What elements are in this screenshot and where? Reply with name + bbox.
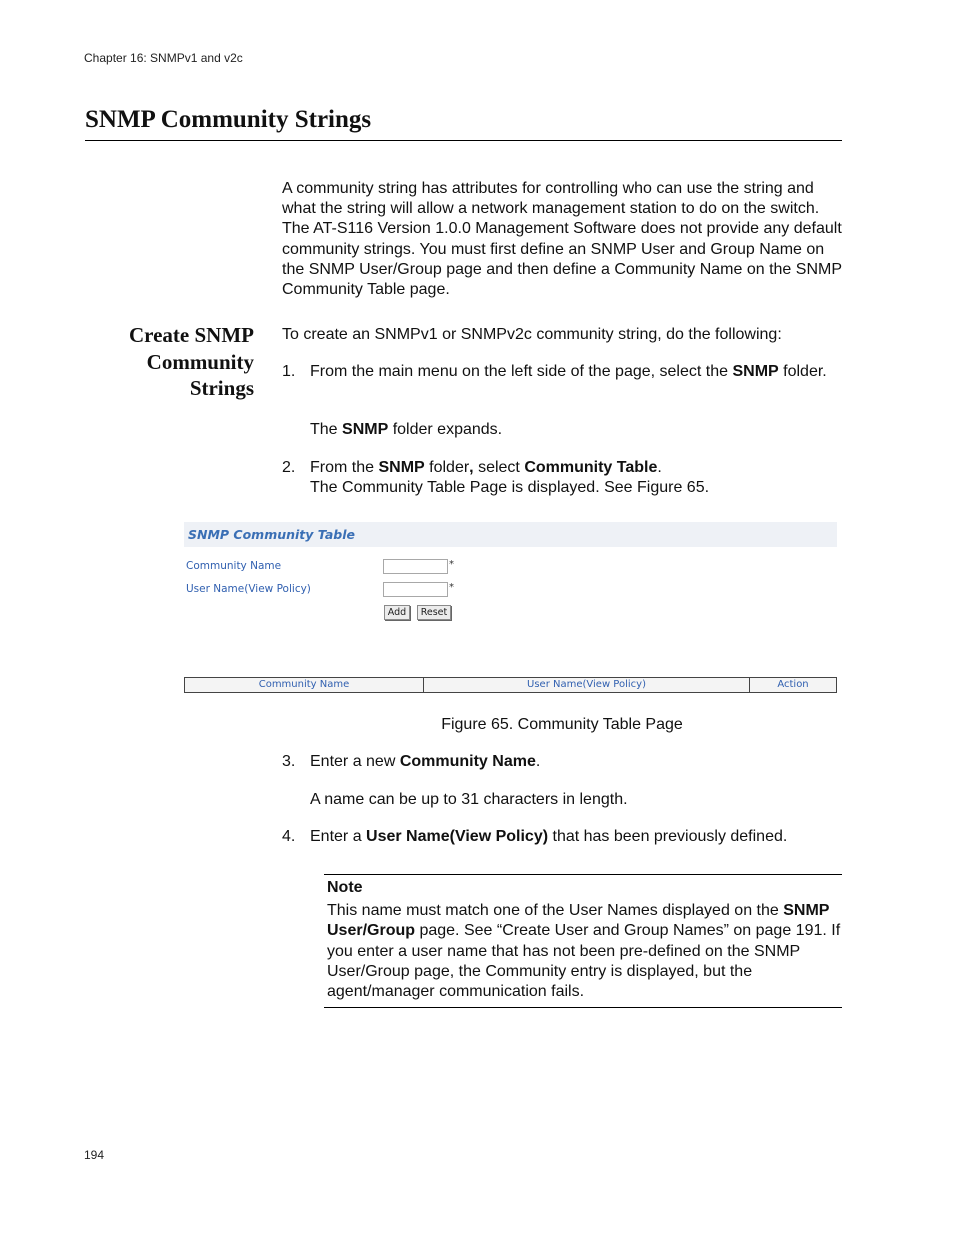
step-3 xyxy=(282,752,842,772)
step-bold: Community Table xyxy=(524,459,658,476)
lead-paragraph: To create an SNMPv1 or SNMPv2c community string, do the following: xyxy=(282,326,782,343)
step-bold: SNMP xyxy=(342,421,389,438)
required-mark: * xyxy=(449,559,454,570)
step-4 xyxy=(282,827,842,847)
community-name-label: Community Name xyxy=(186,560,282,572)
step-text: From the main menu on the left side of the page, select the xyxy=(310,363,733,380)
intro-paragraph: A community string has attributes for controlling who can use the string and what the string will allow a network management station to do on the switch. The AT-S116 Version 1.0.0 Management Software does not provide any default community strings. You must first define an SNMP User and Group Name on the SNMP User/Group page and then define a Community Name on the SNMP Community Table page. xyxy=(282,180,842,299)
step-2 xyxy=(282,458,842,498)
page-number: 194 xyxy=(84,1148,105,1162)
note-text-part: This name must match one of the User Names displayed on the xyxy=(327,902,784,920)
note-box xyxy=(324,874,842,1008)
note-text xyxy=(327,901,841,1002)
user-name-label: User Name(View Policy) xyxy=(186,583,311,595)
subsection-title-line: Strings xyxy=(189,376,254,400)
column-header-community-name[interactable]: Community Name xyxy=(185,678,424,692)
column-header-user-name[interactable]: User Name(View Policy) xyxy=(424,678,750,692)
step-number: 3. xyxy=(282,753,296,770)
figure-caption: Figure 65. Community Table Page xyxy=(441,716,683,733)
community-table-header xyxy=(184,677,837,693)
step-text: Enter a new xyxy=(310,753,400,770)
step-text: folder. xyxy=(778,363,827,380)
add-button[interactable]: Add xyxy=(384,605,410,620)
step-text: The Community Table Page is displayed. See Figure 65. xyxy=(310,479,710,497)
step-text: that has been previously defined. xyxy=(548,828,788,845)
running-header: Chapter 16: SNMPv1 and v2c xyxy=(84,51,243,65)
note-text-part: page. See “Create User and Group Names” on page 191. If you enter a user name that has not been pre-defined on the SNMP User/Group page, the Community entry is displayed, but the agent/manager communication fails. xyxy=(327,922,841,1001)
panel-title-bar xyxy=(184,522,837,547)
step-1 xyxy=(282,362,842,382)
step-text: folder expands. xyxy=(388,421,503,438)
step-bold: SNMP xyxy=(378,459,425,476)
community-name-input[interactable] xyxy=(383,559,448,574)
user-name-input[interactable] xyxy=(383,582,448,597)
note-bold: SNMP User/Group xyxy=(327,902,830,940)
step-bold: User Name(View Policy) xyxy=(366,828,549,845)
step-text: . xyxy=(657,459,662,476)
column-header-action[interactable]: Action xyxy=(777,679,809,690)
step-bold: Community Name xyxy=(399,753,536,770)
step-number: 4. xyxy=(282,828,296,845)
step-text: folder xyxy=(424,459,470,476)
step-bold: SNMP xyxy=(732,363,779,380)
step-text: . xyxy=(535,753,541,770)
step-1-result xyxy=(310,420,842,440)
section-title: SNMP Community Strings xyxy=(85,106,372,133)
community-table-figure xyxy=(184,522,838,694)
step-number: 2. xyxy=(282,459,296,476)
step-text: The xyxy=(310,421,343,438)
panel-title: SNMP Community Table xyxy=(188,527,355,542)
reset-button[interactable]: Reset xyxy=(417,605,451,620)
subsection-title xyxy=(100,322,254,402)
step-number: 1. xyxy=(282,363,296,380)
title-divider xyxy=(85,140,842,141)
note-title: Note xyxy=(327,879,363,896)
step-3-detail: A name can be up to 31 characters in length. xyxy=(310,791,628,808)
step-text: From the xyxy=(310,459,379,476)
subsection-title-line: Create SNMP xyxy=(129,323,254,347)
step-text: Enter a xyxy=(310,828,367,845)
step-bold: , xyxy=(469,459,474,476)
subsection-title-line: Community xyxy=(146,349,254,374)
required-mark: * xyxy=(449,582,454,593)
step-text: select xyxy=(473,459,525,476)
